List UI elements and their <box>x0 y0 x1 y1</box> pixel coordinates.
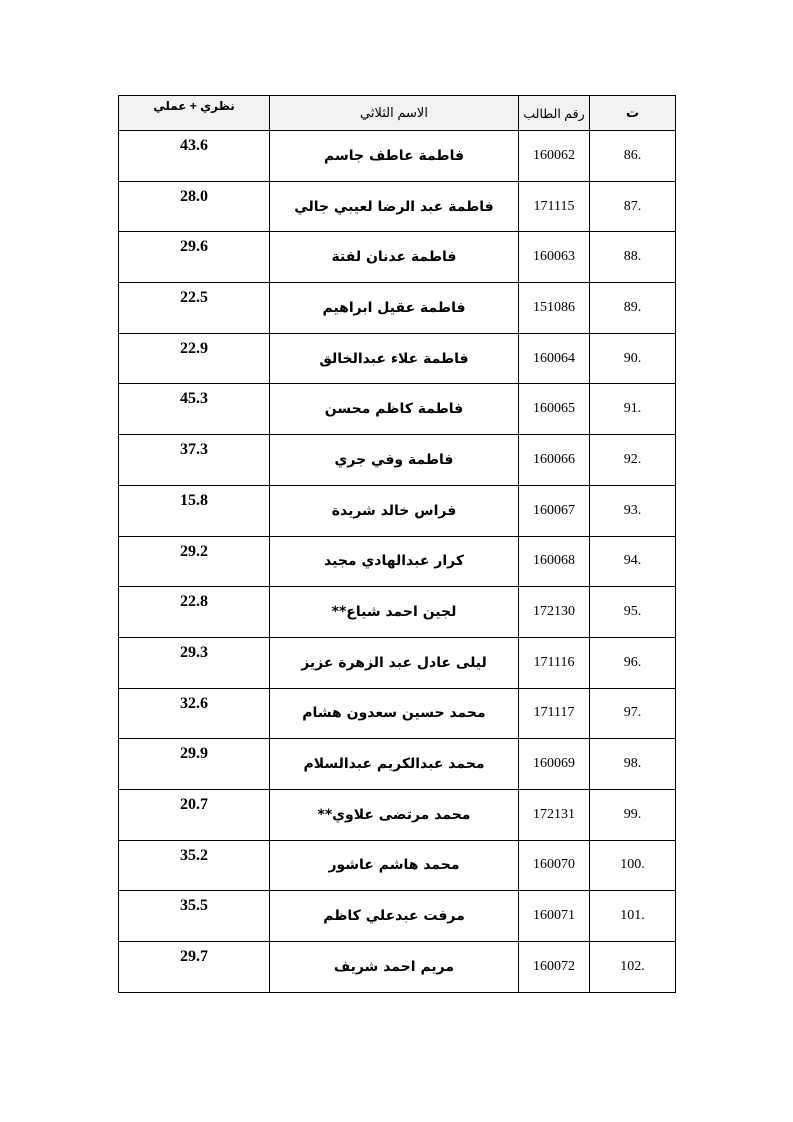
cell-student-id: 171117 <box>519 688 590 739</box>
table-row <box>119 384 676 435</box>
cell-student-id: 160071 <box>519 891 590 942</box>
table-row <box>119 789 676 840</box>
table-row <box>119 536 676 587</box>
cell-student-id: 160067 <box>519 485 590 536</box>
table-row <box>119 232 676 283</box>
table-row <box>119 891 676 942</box>
cell-student-id: 160064 <box>519 333 590 384</box>
cell-total: 28.0 <box>119 181 270 232</box>
cell-student-id: 172131 <box>519 789 590 840</box>
table-row <box>119 739 676 790</box>
cell-name: مرفت عبدعلي كاظم <box>270 891 519 942</box>
cell-total: 29.3 <box>119 637 270 688</box>
table-row <box>119 587 676 638</box>
cell-name: فاطمة عدنان لفتة <box>270 232 519 283</box>
cell-name: محمد مرتضى علاوي** <box>270 789 519 840</box>
cell-seq: 98. <box>590 739 676 790</box>
header-name: الاسم الثلاثي <box>270 96 519 131</box>
cell-student-id: 160062 <box>519 131 590 182</box>
cell-name: فراس خالد شريدة <box>270 485 519 536</box>
cell-seq: 100. <box>590 840 676 891</box>
cell-seq: 91. <box>590 384 676 435</box>
table-row <box>119 131 676 182</box>
cell-student-id: 160063 <box>519 232 590 283</box>
cell-seq: 93. <box>590 485 676 536</box>
cell-name: ليلى عادل عبد الزهرة عزيز <box>270 637 519 688</box>
cell-name: فاطمة عبد الرضا لعيبي جالي <box>270 181 519 232</box>
cell-seq: 86. <box>590 131 676 182</box>
header-total: نظري + عملي <box>119 96 270 131</box>
cell-name: فاطمة عقيل ابراهيم <box>270 283 519 334</box>
cell-total: 15.8 <box>119 485 270 536</box>
table-row <box>119 333 676 384</box>
table-row <box>119 637 676 688</box>
table-row <box>119 942 676 993</box>
cell-seq: 102. <box>590 942 676 993</box>
header-seq: ت <box>590 96 676 131</box>
cell-student-id: 160065 <box>519 384 590 435</box>
grades-table-container <box>118 95 675 993</box>
cell-student-id: 160066 <box>519 435 590 486</box>
cell-seq: 96. <box>590 637 676 688</box>
cell-name: فاطمة وفي جري <box>270 435 519 486</box>
cell-seq: 97. <box>590 688 676 739</box>
cell-name: فاطمة عاطف جاسم <box>270 131 519 182</box>
cell-total: 45.3 <box>119 384 270 435</box>
cell-seq: 90. <box>590 333 676 384</box>
cell-total: 29.7 <box>119 942 270 993</box>
table-row <box>119 485 676 536</box>
cell-name: فاطمة علاء عبدالخالق <box>270 333 519 384</box>
cell-total: 20.7 <box>119 789 270 840</box>
cell-name: كرار عبدالهادي مجيد <box>270 536 519 587</box>
cell-seq: 92. <box>590 435 676 486</box>
cell-student-id: 171116 <box>519 637 590 688</box>
header-student-id: رقم الطالب <box>519 96 590 131</box>
cell-student-id: 160070 <box>519 840 590 891</box>
cell-total: 22.5 <box>119 283 270 334</box>
table-row <box>119 688 676 739</box>
cell-total: 37.3 <box>119 435 270 486</box>
table-row <box>119 435 676 486</box>
cell-seq: 89. <box>590 283 676 334</box>
cell-total: 32.6 <box>119 688 270 739</box>
cell-total: 29.6 <box>119 232 270 283</box>
grades-table <box>118 95 676 993</box>
cell-seq: 101. <box>590 891 676 942</box>
cell-student-id: 151086 <box>519 283 590 334</box>
cell-name: لجين احمد شياع** <box>270 587 519 638</box>
cell-seq: 99. <box>590 789 676 840</box>
table-header-row <box>119 96 676 131</box>
table-row <box>119 181 676 232</box>
cell-name: مريم احمد شريف <box>270 942 519 993</box>
cell-total: 29.2 <box>119 536 270 587</box>
cell-total: 29.9 <box>119 739 270 790</box>
table-row <box>119 840 676 891</box>
cell-total: 43.6 <box>119 131 270 182</box>
cell-name: محمد عبدالكريم عبدالسلام <box>270 739 519 790</box>
cell-name: محمد حسين سعدون هشام <box>270 688 519 739</box>
cell-seq: 94. <box>590 536 676 587</box>
cell-seq: 88. <box>590 232 676 283</box>
cell-seq: 95. <box>590 587 676 638</box>
cell-total: 22.9 <box>119 333 270 384</box>
cell-student-id: 160069 <box>519 739 590 790</box>
cell-name: محمد هاشم عاشور <box>270 840 519 891</box>
cell-total: 35.5 <box>119 891 270 942</box>
cell-seq: 87. <box>590 181 676 232</box>
cell-name: فاطمة كاظم محسن <box>270 384 519 435</box>
cell-student-id: 172130 <box>519 587 590 638</box>
cell-student-id: 160068 <box>519 536 590 587</box>
table-row <box>119 283 676 334</box>
cell-total: 35.2 <box>119 840 270 891</box>
cell-student-id: 171115 <box>519 181 590 232</box>
cell-student-id: 160072 <box>519 942 590 993</box>
cell-total: 22.8 <box>119 587 270 638</box>
